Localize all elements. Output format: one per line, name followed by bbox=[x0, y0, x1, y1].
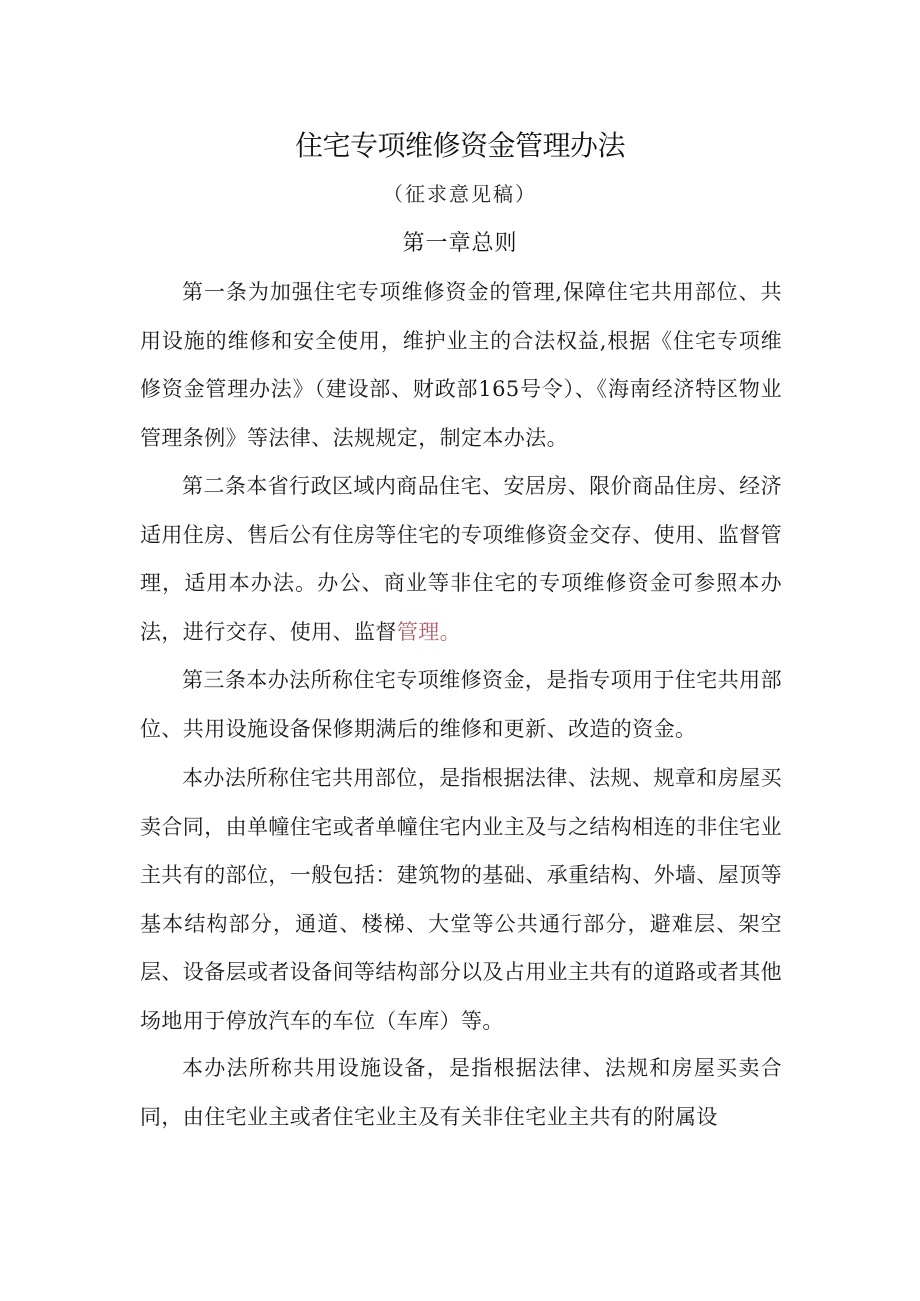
article-1-paragraph: 第一条为加强住宅专项维修资金的管理,保障住宅共用部位、共用设施的维修和安全使用，维护业主的合法权益,根据《住宅专项维修资金管理办法》（建设部、财政部165号令）、《海南经济特区物业管理条例》等法律、法规规定，制定本办法。 bbox=[140, 280, 782, 450]
article-2-text: 第二条本省行政区域内商品住宅、安居房、限价商品住房、经济适用住房、售后公有住房等住宅的专项维修资金交存、使用、监督管理，适用本办法。办公、商业等非住宅的专项维修资金可参照本办法，进行交存、使用、监督 bbox=[140, 474, 782, 644]
shared-facilities-definition-paragraph: 本办法所称共用设施设备，是指根据法律、法规和房屋买卖合同，由住宅业主或者住宅业主及有关非住宅业主共有的附属设 bbox=[140, 1056, 782, 1129]
document-subtitle: （征求意见稿） bbox=[383, 182, 537, 206]
article-3-paragraph: 第三条本办法所称住宅专项维修资金，是指专项用于住宅共用部位、共用设施设备保修期满后的维修和更新、改造的资金。 bbox=[140, 668, 782, 741]
document-title: 住宅专项维修资金管理办法 bbox=[294, 129, 625, 162]
shared-parts-definition-paragraph: 本办法所称住宅共用部位，是指根据法律、法规、规章和房屋买卖合同，由单幢住宅或者单幢住宅内业主及与之结构相连的非住宅业主共有的部位，一般包括：建筑物的基础、承重结构、外墙、屋顶等基本结构部分，通道、楼梯、大堂等公共通行部分，避难层、架空层、设备层或者设备间等结构部分以及占用业主共有的道路或者其他场地用于停放汽车的车位（车库）等。 bbox=[140, 766, 782, 1033]
chapter-heading: 第一章总则 bbox=[402, 231, 518, 256]
article-2-paragraph bbox=[140, 462, 782, 656]
article-2-highlight-text: 管理。 bbox=[396, 619, 462, 644]
